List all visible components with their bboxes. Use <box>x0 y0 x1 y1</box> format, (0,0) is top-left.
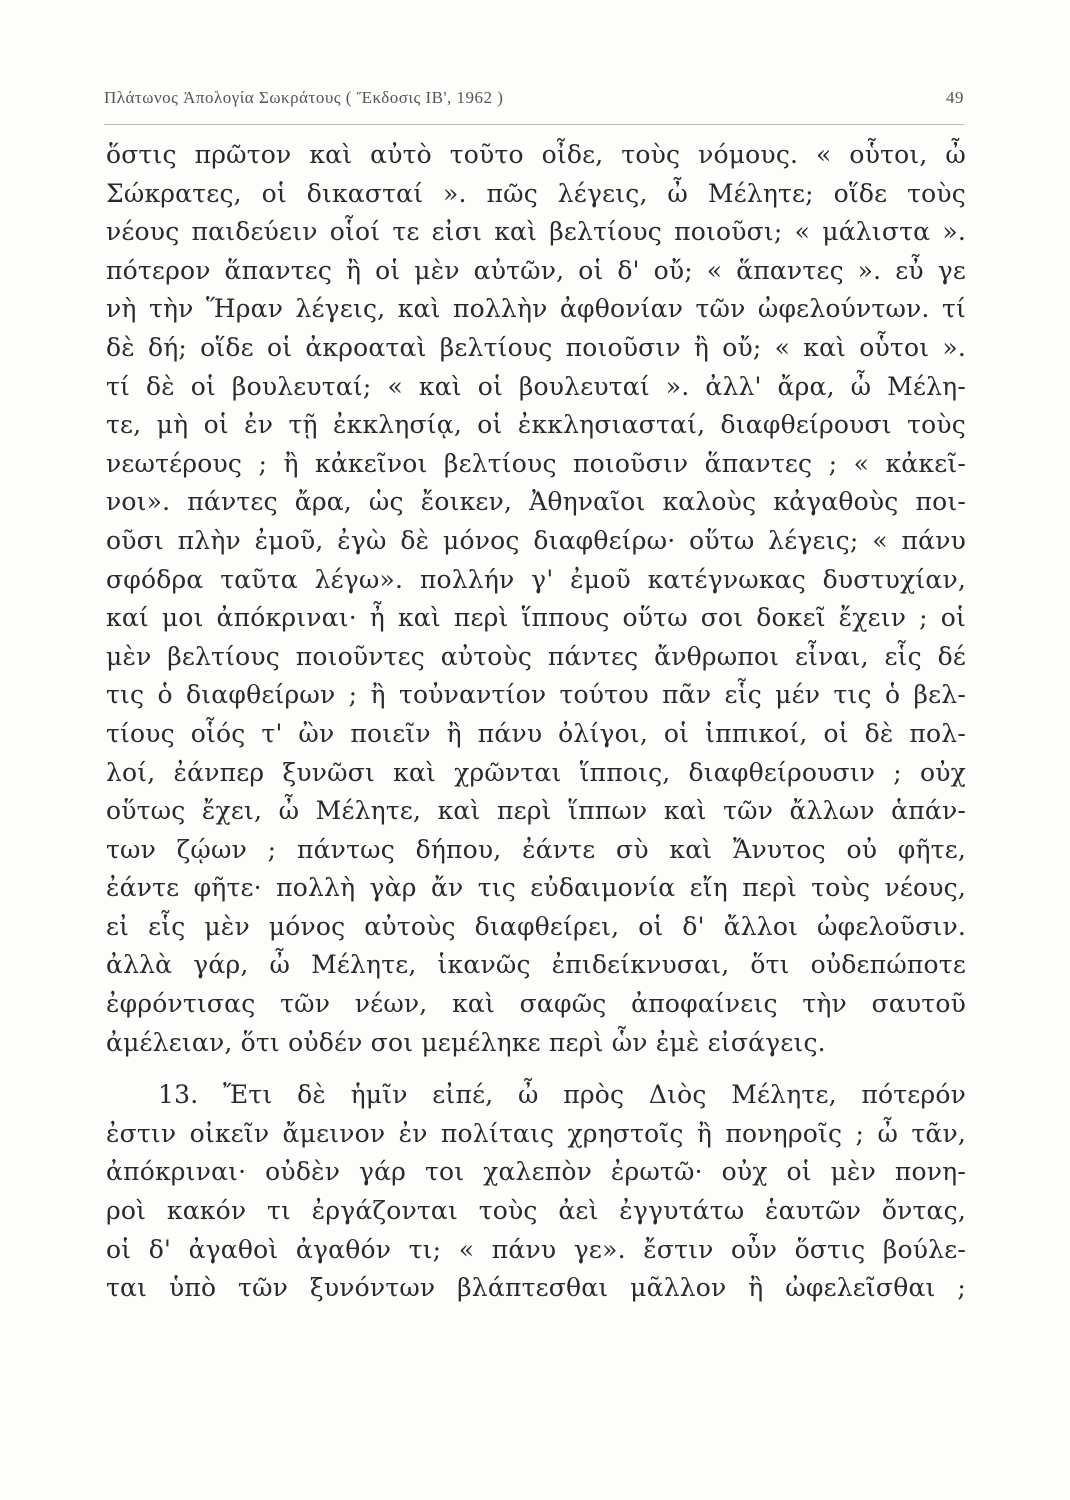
page-number: 49 <box>946 88 964 107</box>
text-line: τί δὲ οἱ βουλευταί; « καὶ οἱ βουλευταί ». ἀλλ' ἄρα, ὦ Μέλη- <box>106 371 966 401</box>
text-line: οὕτως ἔχει, ὦ Μέλητε, καὶ περὶ ἵππων καὶ τῶν ἄλλων ἁπάν- <box>106 796 966 826</box>
text-line: ἐφρόντισας τῶν νέων, καὶ σαφῶς ἀποφαίνεις τὴν σαυτοῦ <box>106 989 966 1019</box>
text-line: δὲ δή; οἵδε οἱ ἀκροαταὶ βελτίους ποιοῦσιν ἢ οὔ; « καὶ οὗτοι ». <box>106 332 966 362</box>
text-line: ἀπόκριναι· οὐδὲν γάρ τοι χαλεπὸν ἐρωτῶ· οὐχ οἱ μὲν πονη- <box>106 1157 966 1187</box>
text-line: ἀμέλειαν, ὅτι οὐδέν σοι μεμέληκε περὶ ὧν ἐμὲ εἰσάγεις. <box>106 1027 826 1057</box>
text-line: των ζῴων ; πάντως δήπου, ἐάντε σὺ καὶ Ἄνυτος οὐ φῆτε, <box>106 834 966 864</box>
text-line: ἐστιν οἰκεῖν ἄμεινον ἐν πολίταις χρηστοῖς ἢ πονηροῖς ; ὦ τᾶν, <box>106 1118 966 1148</box>
text-line: ὅστις πρῶτον καὶ αὐτὸ τοῦτο οἶδε, τοὺς νόμους. « οὗτοι, ὦ <box>106 140 966 169</box>
text-line: ται ὑπὸ τῶν ξυνόντων βλάπτεσθαι μᾶλλον ἢ ὠφελεῖσθαι ; <box>106 1273 966 1303</box>
text-line: ροὶ κακόν τι ἐργάζονται τοὺς ἀεὶ ἐγγυτάτω ἑαυτῶν ὄντας, <box>106 1196 966 1226</box>
text-line: νέους παιδεύειν οἷοί τε εἰσι καὶ βελτίους ποιοῦσι; « μάλιστα ». <box>106 217 966 247</box>
text-line: 13. Ἔτι δὲ ἡμῖν εἰπέ, ὦ πρὸς Διὸς Μέλητε, πότερόν <box>158 1080 966 1110</box>
text-line: εἰ εἷς μὲν μόνος αὐτοὺς διαφθείρει, οἱ δ' ἄλλοι ὠφελοῦσιν. <box>106 911 966 941</box>
text-line: πότερον ἅπαντες ἢ οἱ μὲν αὐτῶν, οἱ δ' οὔ; « ἅπαντες ». εὖ γε <box>106 255 966 285</box>
running-header <box>104 84 964 114</box>
body-text <box>106 136 966 1308</box>
paragraph-1 <box>106 136 966 1062</box>
text-line: τίους οἷός τ' ὢν ποιεῖν ἢ πάνυ ὀλίγοι, οἱ ἱππικοί, οἱ δὲ πολ- <box>106 718 966 748</box>
text-line: μὲν βελτίους ποιοῦντες αὐτοὺς πάντες ἄνθρωποι εἶναι, εἷς δέ <box>106 641 966 671</box>
text-line: ἐάντε φῆτε· πολλὴ γὰρ ἄν τις εὐδαιμονία εἴη περὶ τοὺς νέους, <box>106 873 966 903</box>
text-line: καί μοι ἀπόκριναι· ἦ καὶ περὶ ἵππους οὕτω σοι δοκεῖ ἔχειν ; οἱ <box>106 603 966 633</box>
text-line: νοι». πάντες ἄρα, ὡς ἔοικεν, Ἀθηναῖοι καλοὺς κἀγαθοὺς ποι- <box>106 487 966 517</box>
text-line: ἀλλὰ γάρ, ὦ Μέλητε, ἱκανῶς ἐπιδείκνυσαι, ὅτι οὐδεπώποτε <box>106 950 966 980</box>
text-line: οἱ δ' ἀγαθοὶ ἀγαθόν τι; « πάνυ γε». ἔστιν οὖν ὅστις βούλε- <box>106 1234 966 1264</box>
paragraph-gap <box>106 1062 966 1076</box>
header-divider <box>104 124 964 125</box>
running-header-title: Πλάτωνος Ἀπολογία Σωκράτους ( Ἔκδοσις ΙΒ', 1962 ) <box>104 88 504 107</box>
text-line: σφόδρα ταῦτα λέγω». πολλήν γ' ἐμοῦ κατέγνωκας δυστυχίαν, <box>106 564 966 594</box>
text-line: τε, μὴ οἱ ἐν τῇ ἐκκλησίᾳ, οἱ ἐκκλησιασταί, διαφθείρουσι τοὺς <box>106 410 966 440</box>
text-line: νεωτέρους ; ἢ κἀκεῖνοι βελτίους ποιοῦσιν ἅπαντες ; « κἀκεῖ- <box>106 448 966 478</box>
paragraph-2 <box>106 1076 966 1308</box>
text-line: οῦσι πλὴν ἐμοῦ, ἐγὼ δὲ μόνος διαφθείρω· οὕτω λέγεις; « πάνυ <box>106 525 966 555</box>
text-line: νὴ τὴν Ἥραν λέγεις, καὶ πολλὴν ἀφθονίαν τῶν ὠφελούντων. τί <box>106 294 966 324</box>
text-line: τις ὁ διαφθείρων ; ἢ τοὐναντίον τούτου πᾶν εἷς μέν τις ὁ βελ- <box>106 680 966 710</box>
text-line: Σώκρατες, οἱ δικασταί ». πῶς λέγεις, ὦ Μέλητε; οἵδε τοὺς <box>106 178 966 208</box>
text-line: λοί, ἐάνπερ ξυνῶσι καὶ χρῶνται ἵπποις, διαφθείρουσιν ; οὐχ <box>106 757 966 787</box>
